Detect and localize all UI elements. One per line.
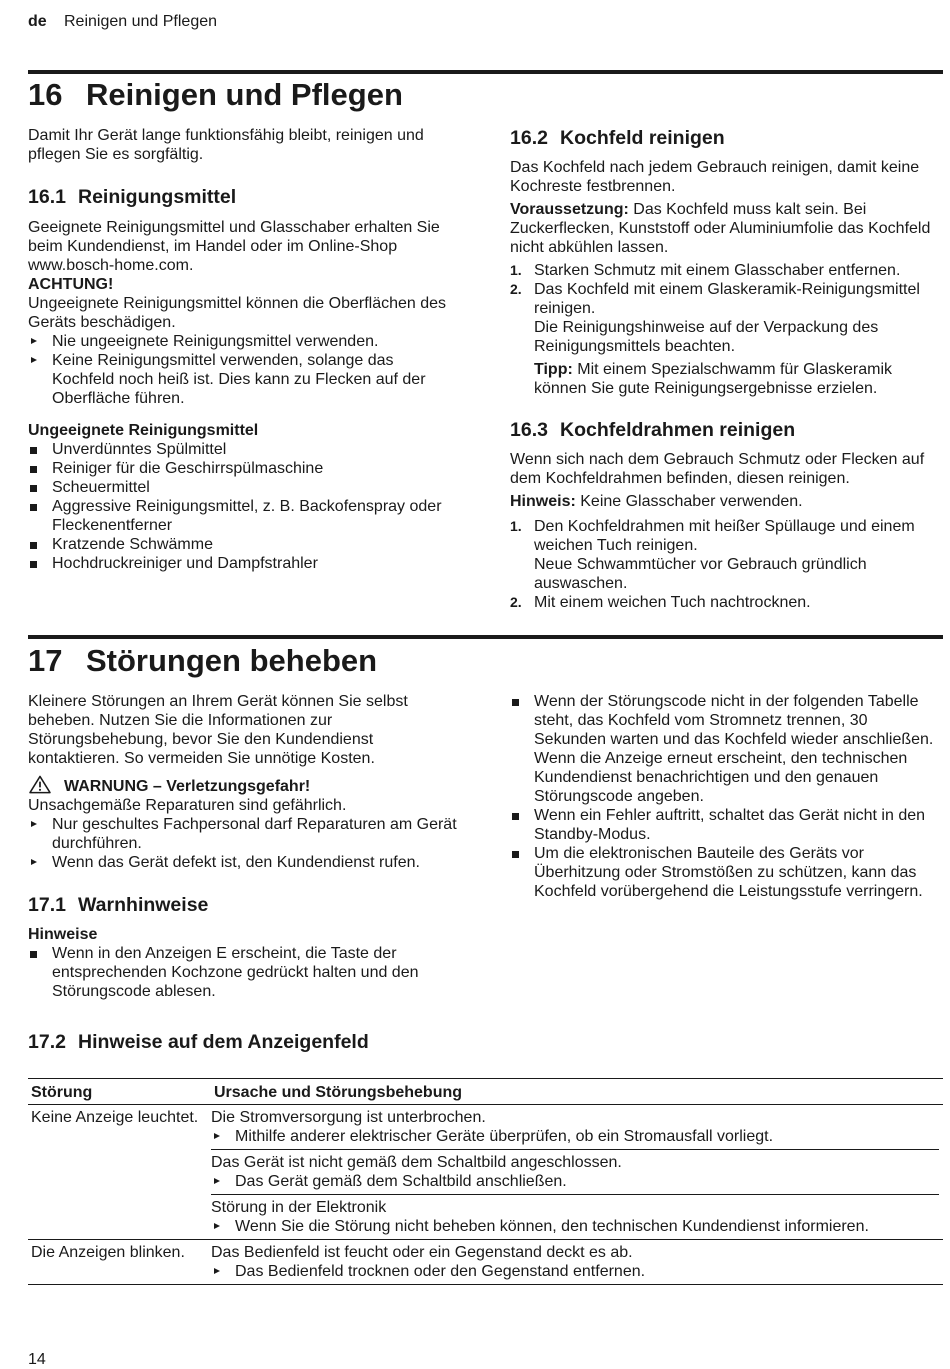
- paragraph: Geeignete Reinigungsmittel und Glasschaber erhalten Sie beim Kundendienst, im Handel oder im Online-Shop www.bosch-home.com.: [28, 219, 440, 274]
- tip-label: Tipp:: [534, 361, 573, 378]
- cause-block: [211, 1149, 939, 1194]
- column-header-fault: Störung: [28, 1081, 211, 1105]
- caution-text: Ungeeignete Reinigungsmittel können die Oberflächen des Geräts beschädigen.: [28, 295, 447, 331]
- hint-list: [28, 944, 460, 1001]
- list-item: Reiniger für die Geschirrspülmaschine: [28, 459, 460, 478]
- step-note: Die Reinigungshinweise auf der Verpackung des Reinigungsmittels beachten.: [534, 319, 879, 355]
- table-row: [28, 1240, 943, 1285]
- cause-block: [211, 1240, 939, 1284]
- section-number: 17.2: [28, 1031, 66, 1053]
- list-item: Aggressive Reinigungsmittel, z. B. Backofenspray oder Fleckenentferner: [28, 497, 460, 535]
- list-item: Wenn der Störungscode nicht in der folgenden Tabelle steht, das Kochfeld vom Stromnetz trennen, 30 Sekunden warten und das Kochfeld wieder anschließen. Wenn die Anzeige erneut erscheint, den technischen Kundendienst benachrichtigen und den genauen Störungscode angeben.: [510, 692, 942, 806]
- section-17-1-heading: [28, 893, 460, 917]
- subheading: Ungeeignete Reinigungsmittel: [28, 422, 259, 439]
- section-number: 16.1: [28, 186, 66, 208]
- cause-text: Das Gerät ist nicht gemäß dem Schaltbild angeschlossen.: [211, 1154, 622, 1171]
- step-number: 2.: [510, 594, 522, 610]
- step-item: [510, 280, 942, 398]
- chapter-rule: [28, 70, 943, 74]
- page-number: 14: [28, 1351, 46, 1368]
- step-text: Mit einem weichen Tuch nachtrocknen.: [534, 594, 811, 611]
- paragraph: Wenn sich nach dem Gebrauch Schmutz oder Flecken auf dem Kochfeldrahmen befinden, diesen reinigen.: [510, 451, 925, 487]
- remedy-item: Das Gerät gemäß dem Schaltbild anschließen.: [211, 1172, 939, 1191]
- caution-list: [28, 332, 460, 408]
- cause-block: [211, 1194, 939, 1239]
- warning-text: Unsachgemäße Reparaturen sind gefährlich.: [28, 797, 347, 814]
- note-label: Hinweis:: [510, 493, 576, 510]
- list-item: Wenn das Gerät defekt ist, den Kundendienst rufen.: [28, 853, 460, 872]
- warning-triangle-icon: [28, 775, 52, 794]
- section-title: Kochfeld reinigen: [560, 127, 725, 149]
- tip-text: Mit einem Spezialschwamm für Glaskeramik können Sie gute Reinigungsergebnisse erzielen.: [534, 361, 893, 397]
- section-title: Hinweise auf dem Anzeigenfeld: [78, 1031, 369, 1053]
- section-number: 16.2: [510, 127, 548, 149]
- remedy-item: Wenn Sie die Störung nicht beheben können, den technischen Kundendienst informieren.: [211, 1217, 939, 1236]
- section-16-1-heading: [28, 185, 460, 209]
- remedy-item: Das Bedienfeld trocknen oder den Gegenstand entfernen.: [211, 1262, 939, 1281]
- steps-list: [510, 261, 942, 398]
- list-item: Wenn in den Anzeigen E erscheint, die Taste der entsprechenden Kochzone gedrückt halten und den Störungscode ablesen.: [28, 944, 460, 1001]
- cause-text: Störung in der Elektronik: [211, 1199, 387, 1216]
- warning-list: [28, 815, 460, 872]
- prerequisite-label: Voraussetzung:: [510, 201, 629, 218]
- step-number: 1.: [510, 518, 522, 534]
- prerequisite-text: Das Kochfeld muss kalt sein. Bei Zuckerflecken, Kunststoff oder Aluminiumfolie das Kochfeld nicht abkühlen lassen.: [510, 201, 931, 256]
- step-text: Den Kochfeldrahmen mit heißer Spüllauge und einem weichen Tuch reinigen.: [534, 518, 915, 554]
- tip: [534, 360, 942, 398]
- step-note: Neue Schwammtücher vor Gebrauch gründlich auswaschen.: [534, 556, 867, 592]
- chapter-rule: [28, 635, 943, 639]
- ch16-right-column: [510, 126, 942, 612]
- section-16-3-heading: [510, 418, 942, 442]
- chapter-number: 16: [28, 77, 63, 112]
- prerequisite: [510, 200, 942, 257]
- chapter-16-heading: [28, 77, 403, 113]
- cause-cell: [211, 1105, 943, 1240]
- column-header-cause: Ursache und Störungsbehebung: [211, 1081, 943, 1105]
- section-17-2-heading: [28, 1030, 369, 1054]
- list-item: Scheuermittel: [28, 478, 460, 497]
- cause-text: Die Stromversorgung ist unterbrochen.: [211, 1109, 486, 1126]
- fault-table: [28, 1081, 943, 1285]
- step-text: Starken Schmutz mit einem Glasschaber entfernen.: [534, 262, 901, 279]
- unsuitable-list: [28, 440, 460, 573]
- step-number: 2.: [510, 281, 522, 297]
- cause-block: [211, 1105, 939, 1149]
- section-16-2-heading: [510, 126, 942, 150]
- list-item: Hochdruckreiniger und Dampfstrahler: [28, 554, 460, 573]
- step-item: [510, 261, 942, 280]
- list-item: Wenn ein Fehler auftritt, schaltet das Gerät nicht in den Standby-Modus.: [510, 806, 942, 844]
- list-item: Um die elektronischen Bauteile des Geräts vor Überhitzung oder Stromstößen zu schützen, kann das Kochfeld vorübergehend die Leistungsstufe verringern.: [510, 844, 942, 901]
- ch17-left-column: [28, 692, 460, 1001]
- step-item: [510, 517, 942, 593]
- steps-list: [510, 517, 942, 612]
- section-number: 17.1: [28, 894, 66, 916]
- note-text: Keine Glasschaber verwenden.: [575, 493, 803, 510]
- ch17-right-column: [510, 692, 942, 901]
- intro-paragraph: Kleinere Störungen an Ihrem Gerät können Sie selbst beheben. Nutzen Sie die Informationen zur Störungsbehebung, bevor Sie den Kundendienst kontaktieren. So vermeiden Sie unnötige Kosten.: [28, 693, 408, 767]
- language-code: de: [28, 13, 47, 30]
- table-row: [28, 1105, 943, 1240]
- section-title: Warnhinweise: [78, 894, 209, 916]
- chapter-title: Reinigen und Pflegen: [86, 77, 403, 112]
- chapter-title: Störungen beheben: [86, 643, 378, 678]
- subheading: Hinweise: [28, 926, 98, 943]
- intro-paragraph: Damit Ihr Gerät lange funktionsfähig bleibt, reinigen und pflegen Sie es sorgfältig.: [28, 127, 424, 163]
- cause-text: Das Bedienfeld ist feucht oder ein Gegenstand deckt es ab.: [211, 1244, 633, 1261]
- list-item: Nur geschultes Fachpersonal darf Reparaturen am Gerät durchführen.: [28, 815, 460, 853]
- caution-label: ACHTUNG!: [28, 276, 114, 293]
- note: [510, 492, 942, 511]
- step-number: 1.: [510, 262, 522, 278]
- list-item: Nie ungeeignete Reinigungsmittel verwenden.: [28, 332, 460, 351]
- paragraph: Das Kochfeld nach jedem Gebrauch reinigen, damit keine Kochreste festbrennen.: [510, 159, 920, 195]
- warning-label: WARNUNG – Verletzungsgefahr!: [64, 778, 311, 795]
- chapter-number: 17: [28, 643, 63, 678]
- step-item: [510, 593, 942, 612]
- fault-cell: Keine Anzeige leuchtet.: [31, 1109, 199, 1126]
- section-number: 16.3: [510, 419, 548, 441]
- list-item: Kratzende Schwämme: [28, 535, 460, 554]
- list-item: Unverdünntes Spülmittel: [28, 440, 460, 459]
- step-text: Das Kochfeld mit einem Glaskeramik-Reinigungsmittel reinigen.: [534, 281, 920, 317]
- list-item: Keine Reinigungsmittel verwenden, solange das Kochfeld noch heiß ist. Dies kann zu Flecken auf der Oberfläche führen.: [28, 351, 460, 408]
- warning-heading: [28, 775, 460, 796]
- fault-cell: Die Anzeigen blinken.: [28, 1240, 211, 1285]
- cause-cell: [211, 1240, 943, 1285]
- ch16-left-column: [28, 126, 460, 573]
- running-header-title: Reinigen und Pflegen: [64, 13, 218, 30]
- section-title: Reinigungsmittel: [78, 186, 237, 208]
- chapter-17-heading: [28, 643, 377, 679]
- section-title: Kochfeldrahmen reinigen: [560, 419, 796, 441]
- remedy-item: Mithilfe anderer elektrischer Geräte überprüfen, ob ein Stromausfall vorliegt.: [211, 1127, 939, 1146]
- table-top-rule: [28, 1078, 943, 1079]
- notes-list: [510, 692, 942, 901]
